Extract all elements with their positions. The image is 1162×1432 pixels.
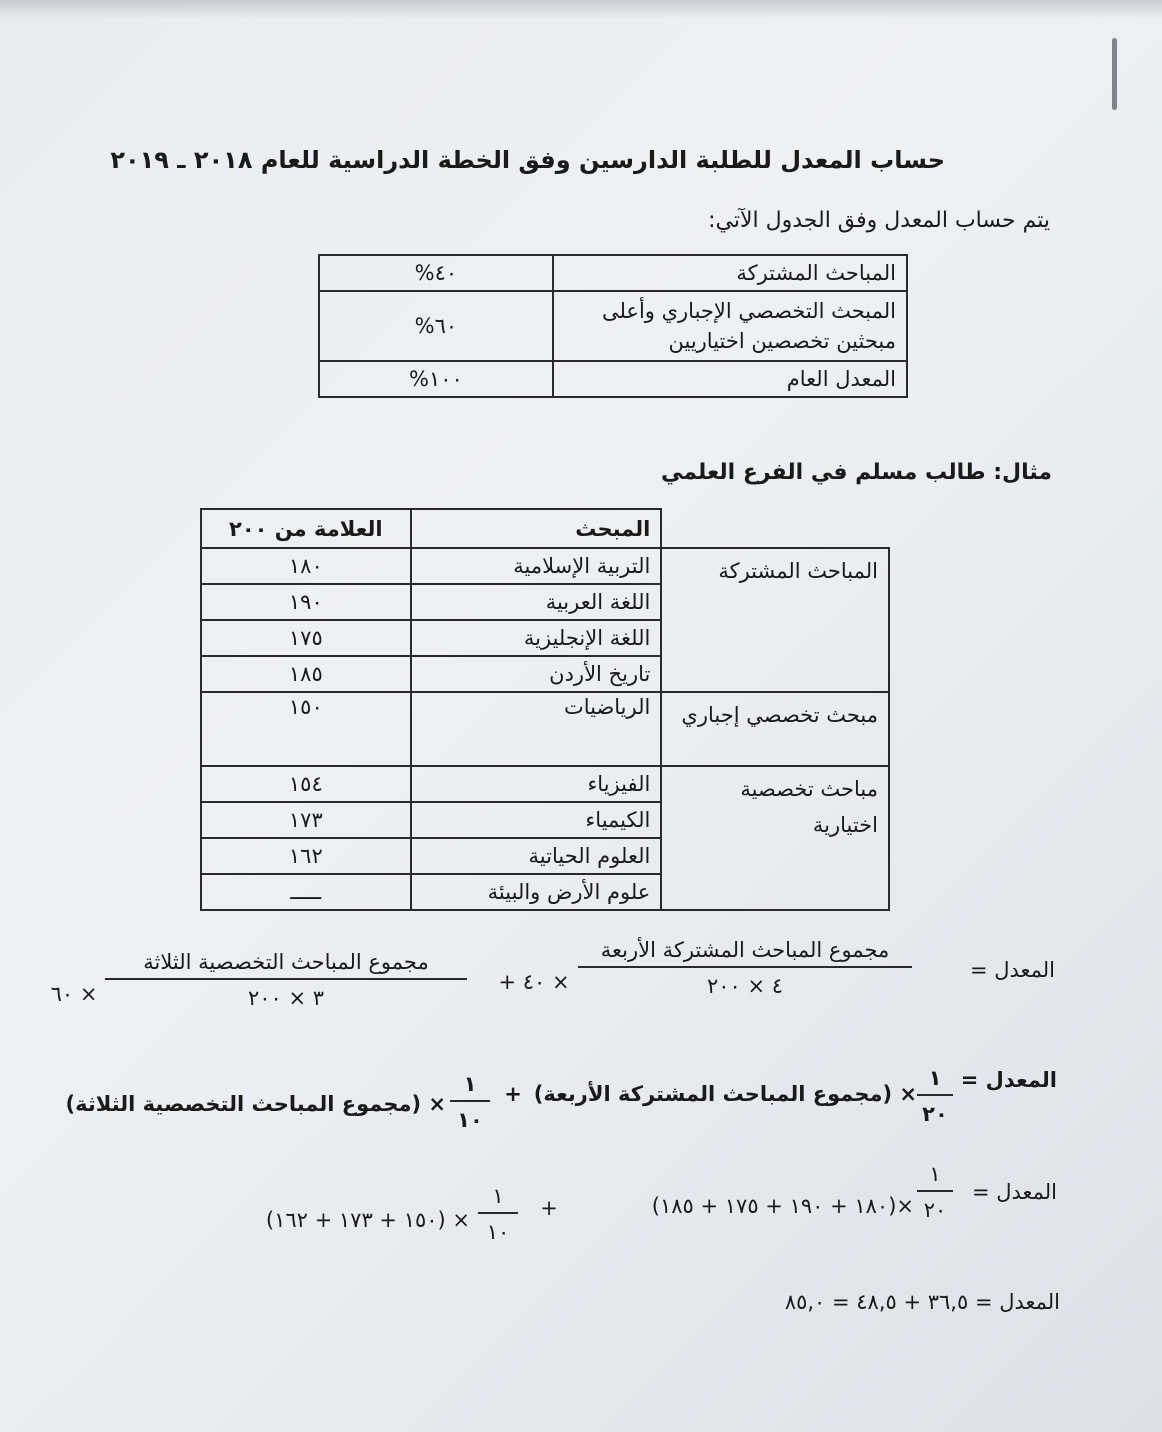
table-header-row (201, 509, 889, 548)
formula3-term-common: ×(١٨٠ + ١٩٠ + ١٧٥ + ١٨٥) (651, 1194, 914, 1218)
weights-table (318, 254, 908, 398)
fraction-numerator: مجموع المباحث المشتركة الأربعة (600, 938, 890, 962)
group-common: المباحث المشتركة (661, 548, 889, 692)
formula2-fraction-a (917, 1066, 953, 1126)
formula3-plus: + (540, 1196, 558, 1220)
fraction-denominator: ٢٠ (922, 1102, 948, 1126)
grade-cell: ١٥٤ (201, 766, 411, 802)
table-row (201, 548, 889, 584)
formula2-term-common: × (مجموع المباحث المشتركة الأربعة) (533, 1082, 917, 1106)
weight-value: ٤٠% (319, 255, 553, 291)
fraction-denominator: ٢٠ (923, 1198, 947, 1222)
formula1-lhs: المعدل = (969, 958, 1055, 982)
fraction-numerator: ١ (929, 1162, 941, 1186)
fraction-numerator: مجموع المباحث التخصصية الثلاثة (143, 950, 429, 974)
formula3-fraction-b (478, 1184, 518, 1244)
formula2-plus: + (504, 1082, 522, 1106)
weight-label: المبحث التخصصي الإجباري وأعلى مبحثين تخصصين اختياريين (553, 291, 907, 361)
grade-cell: ١٦٢ (201, 838, 411, 874)
group-elective: مباحث تخصصية اختيارية (661, 766, 889, 910)
grade-header: العلامة من ٢٠٠ (201, 509, 411, 548)
document-title: حساب المعدل للطلبة الدارسين وفق الخطة الدراسية للعام ٢٠١٨ ـ ٢٠١٩ (110, 146, 945, 174)
grade-cell: ١٨٥ (201, 656, 411, 692)
formula4-result: المعدل = ٣٦,٥ + ٤٨,٥ = ٨٥,٠ (784, 1290, 1060, 1314)
subject-cell: التربية الإسلامية (411, 548, 662, 584)
subject-cell: الكيمياء (411, 802, 662, 838)
formula2-term-specialized: × (مجموع المباحث التخصصية الثلاثة) (65, 1092, 446, 1116)
fraction-denominator: ٤ × ٢٠٠ (706, 974, 784, 998)
formula2-lhs: المعدل = (960, 1068, 1057, 1092)
fraction-denominator: ١٠ (457, 1108, 483, 1132)
grade-cell: ١٩٠ (201, 584, 411, 620)
fraction-numerator: ١ (492, 1184, 504, 1208)
formula1-fraction-specialized (105, 950, 467, 1010)
formula1-weight-common: × ٤٠ + (498, 970, 570, 994)
formula3-term-specialized: × (١٥٠ + ١٧٣ + ١٦٢) (265, 1208, 470, 1232)
grade-cell: ١٧٥ (201, 620, 411, 656)
formula1-fraction-common (578, 938, 912, 998)
subject-cell: اللغة الإنجليزية (411, 620, 662, 656)
subject-cell: تاريخ الأردن (411, 656, 662, 692)
weight-label: المعدل العام (553, 361, 907, 397)
intro-text: يتم حساب المعدل وفق الجدول الآتي: (708, 208, 1050, 233)
weight-label: المباحث المشتركة (553, 255, 907, 291)
empty-corner (661, 509, 889, 548)
grades-table (200, 508, 890, 911)
table-row (201, 692, 889, 766)
subject-header: المبحث (411, 509, 662, 548)
group-mandatory: مبحث تخصصي إجباري (661, 692, 889, 766)
table-row (319, 291, 907, 361)
fraction-numerator: ١ (463, 1072, 477, 1096)
example-heading: مثال: طالب مسلم في الفرع العلمي (660, 460, 1052, 485)
formula1-weight-specialized: × ٦٠ (50, 982, 98, 1006)
formula2-fraction-b (450, 1072, 490, 1132)
grade-cell: ـــــ (201, 874, 411, 910)
table-row (319, 255, 907, 291)
formula3-fraction-a (917, 1162, 953, 1222)
table-row (319, 361, 907, 397)
weight-value: ١٠٠% (319, 361, 553, 397)
grade-cell: ١٧٣ (201, 802, 411, 838)
subject-cell: العلوم الحياتية (411, 838, 662, 874)
weight-value: ٦٠% (319, 291, 553, 361)
fraction-numerator: ١ (928, 1066, 942, 1090)
page-shadow (0, 0, 1162, 20)
page-edge-mark (1112, 38, 1117, 110)
subject-cell: الفيزياء (411, 766, 662, 802)
grade-cell: ١٨٠ (201, 548, 411, 584)
subject-cell: الرياضيات (411, 692, 662, 766)
subject-cell: اللغة العربية (411, 584, 662, 620)
formula3-lhs: المعدل = (971, 1180, 1057, 1204)
fraction-denominator: ١٠ (486, 1220, 510, 1244)
grade-cell: ١٥٠ (201, 692, 411, 766)
subject-cell: علوم الأرض والبيئة (411, 874, 662, 910)
table-row (201, 766, 889, 802)
fraction-denominator: ٣ × ٢٠٠ (247, 986, 325, 1010)
